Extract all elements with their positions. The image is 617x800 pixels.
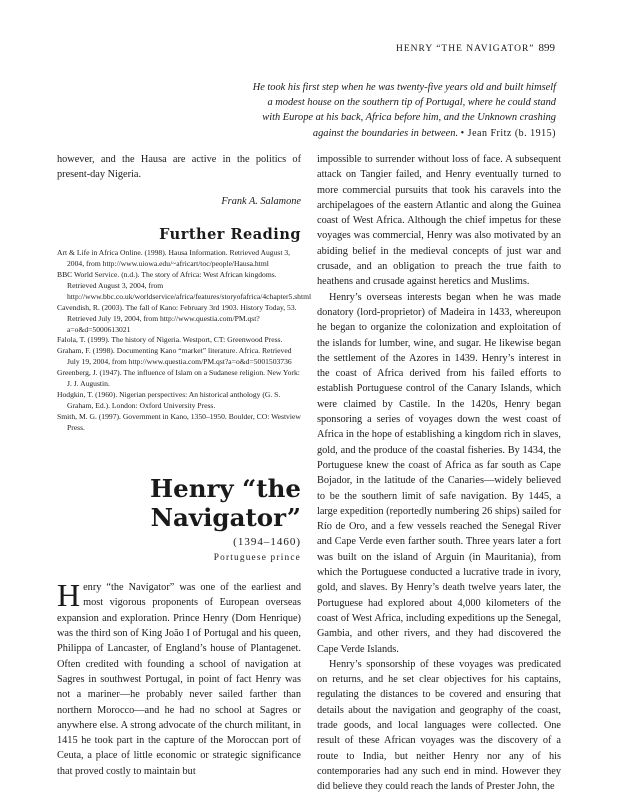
entry-title-line: Henry “the — [149, 473, 301, 503]
entry-title — [57, 474, 301, 532]
author-signature: Frank A. Salamone — [221, 195, 301, 207]
reference-item: Cavendish, R. (2003). The fall of Kano: February 3rd 1903. History Today, 53. Retrieved July 19, 2004, from http://www.questia.com/PM.qst?a=o&d=5000613021 — [57, 302, 297, 334]
reference-item: Graham, F. (1998). Documenting Kano “market” literature. Africa. Retrieved July 19, 2004, from http://www.questia.com/PM.qst?a=o&d=5001503736 — [57, 346, 292, 367]
epigraph-line: a modest house on the southern tip of Portugal, where he could stand — [267, 97, 556, 109]
reference-item: Greenberg, J. (1947). The influence of Islam on a Sudanese religion. New York: J. J. Augustin. — [57, 368, 300, 389]
epigraph-line: He took his first step when he was twenty-five years old and built himself — [252, 82, 556, 93]
epigraph-line: against the boundaries in between. — [312, 127, 459, 139]
epigraph — [236, 80, 556, 141]
running-head — [396, 42, 555, 54]
body-paragraph: Henry’s overseas interests began when he was made donatory (lord-proprietor) of Madeira in 1433, whereupon he began to organize the colonization and exploitation of the islands for lumber, wine, and sugar. He likewise began the settlement of the Azores in 1439. Henry’s interest in the coast of Africa derived from his failed efforts to establish Portuguese control of the Canary Islands, which were claimed by Castile. In the 1420s, Henry began sponsoring a series of voyages down the west coast of Africa in the hope of establishing a kingdom rich in slaves, gold, and the produce of the coastal fisheries. By 1434, the Portuguese knew the coast of Africa as far south as Cape Bojador, in the latitude of the Canaries—widely believed to be the southern limit of safe navigation. By 1445, a large expedition (reportedly numbering 26 ships) sailed for Río de Oro, and a few vessels reached the Senegal River and Cape Verde even farther south. Three years later a fort was built on the island of Arguin (in Mauritania), from which the Portuguese conducted a lucrative trade in ivory, gold, and slaves. By Henry’s death twelve years later, the Portuguese had explored about 4,000 kilometers of the coast of West Africa, including expeditions up the Senegal, Gambia, and other rivers, and they had discovered the Cape Verde Islands. — [317, 291, 561, 655]
first-paragraph-text: enry “the Navigator” was one of the earliest and most vigorous proponents of European overseas expansion and exploration. Prince Henry (Dom Henrique) was the third son of King João I of Portugal and his queen, Philippa of Lancaster, of England’s house of Plantagenet. Often credited with founding a school of navigation at Sagres in southwest Portugal, in point of fact Henry was not a mariner—he probably never sailed farther than northern Morocco—and he had no school at Sagres or anywhere else. A strong advocate of the church militant, in 1415 he took part in the capture of the Moroccan port of Ceuta, a place of little economic or strategic significance that proved costly to maintain but — [57, 582, 301, 777]
reference-item: Hodgkin, T. (1960). Nigerian perspectives: An historical anthology (G. S. Graham, Ed.). London: Oxford University Press. — [57, 389, 281, 410]
first-paragraph — [57, 577, 301, 779]
running-head-title: HENRY “THE NAVIGATOR” — [395, 44, 535, 54]
entry-title-line: Navigator” — [150, 502, 301, 532]
reference-item: BBC World Service. (n.d.). The story of Africa: West African kingdoms. Retrieved August 3, 2004, from http://www.bbc.co.uk/worldservice/africa/features/storyofafrica/4chapter5.shtml — [57, 270, 312, 301]
body-paragraph: impossible to surrender without loss of face. A subsequent attack on Tangier failed, and Henry eventually turned to more commercial pursuits that took his caravels into the archipelagoes of the eastern Atlantic and along the Guinea coast of West Africa. Although the chief impetus for these voyages was commercial, Henry was also motivated by an abiding belief in the medieval concepts of just war and crusade, and an obligation to preach the true faith to heathens and crusade against heretics and Muslims. — [317, 154, 561, 288]
epigraph-line: with Europe at his back, Africa before him, and the Unknown crashing — [262, 112, 556, 124]
entry-dates: (1394–1460) — [233, 535, 301, 548]
epigraph-author: • Jean Fritz (b. 1915) — [460, 127, 556, 139]
reference-item: Smith, M. G. (1997). Government in Kano, 1350–1950. Boulder, CO: Westview Press. — [57, 411, 301, 432]
reference-item: Art & Life in Africa Online. (1998). Hausa Information. Retrieved August 3, 2004, from http://www.uiowa.edu/~africart/toc/people/Hausa.html — [57, 248, 291, 269]
further-reading-heading: Further Reading — [159, 225, 301, 243]
entry-role: Portuguese prince — [213, 552, 301, 563]
left-column — [57, 152, 312, 779]
page-number: 899 — [538, 42, 555, 54]
right-column — [317, 152, 561, 794]
body-paragraph: Henry’s sponsorship of these voyages was predicated on returns, and he set clear objectives for his captains, regulating the distances to be covered and ensuring that details about the navigation and geography of the coast, trade goods, and local languages were collected. One result of these African voyages was the discovery of a route to India, but neither Henry nor any of his contemporaries had any such end in mind. However they did believe they could reach the lands of Prester John, the — [317, 658, 561, 793]
reference-item: Falola, T. (1999). The history of Nigeria. Westport, CT: Greenwood Press. — [57, 335, 283, 345]
drop-cap: H — [57, 577, 81, 614]
continuation-paragraph: however, and the Hausa are active in the politics of present-day Nigeria. — [57, 154, 301, 181]
reference-list — [57, 248, 312, 433]
